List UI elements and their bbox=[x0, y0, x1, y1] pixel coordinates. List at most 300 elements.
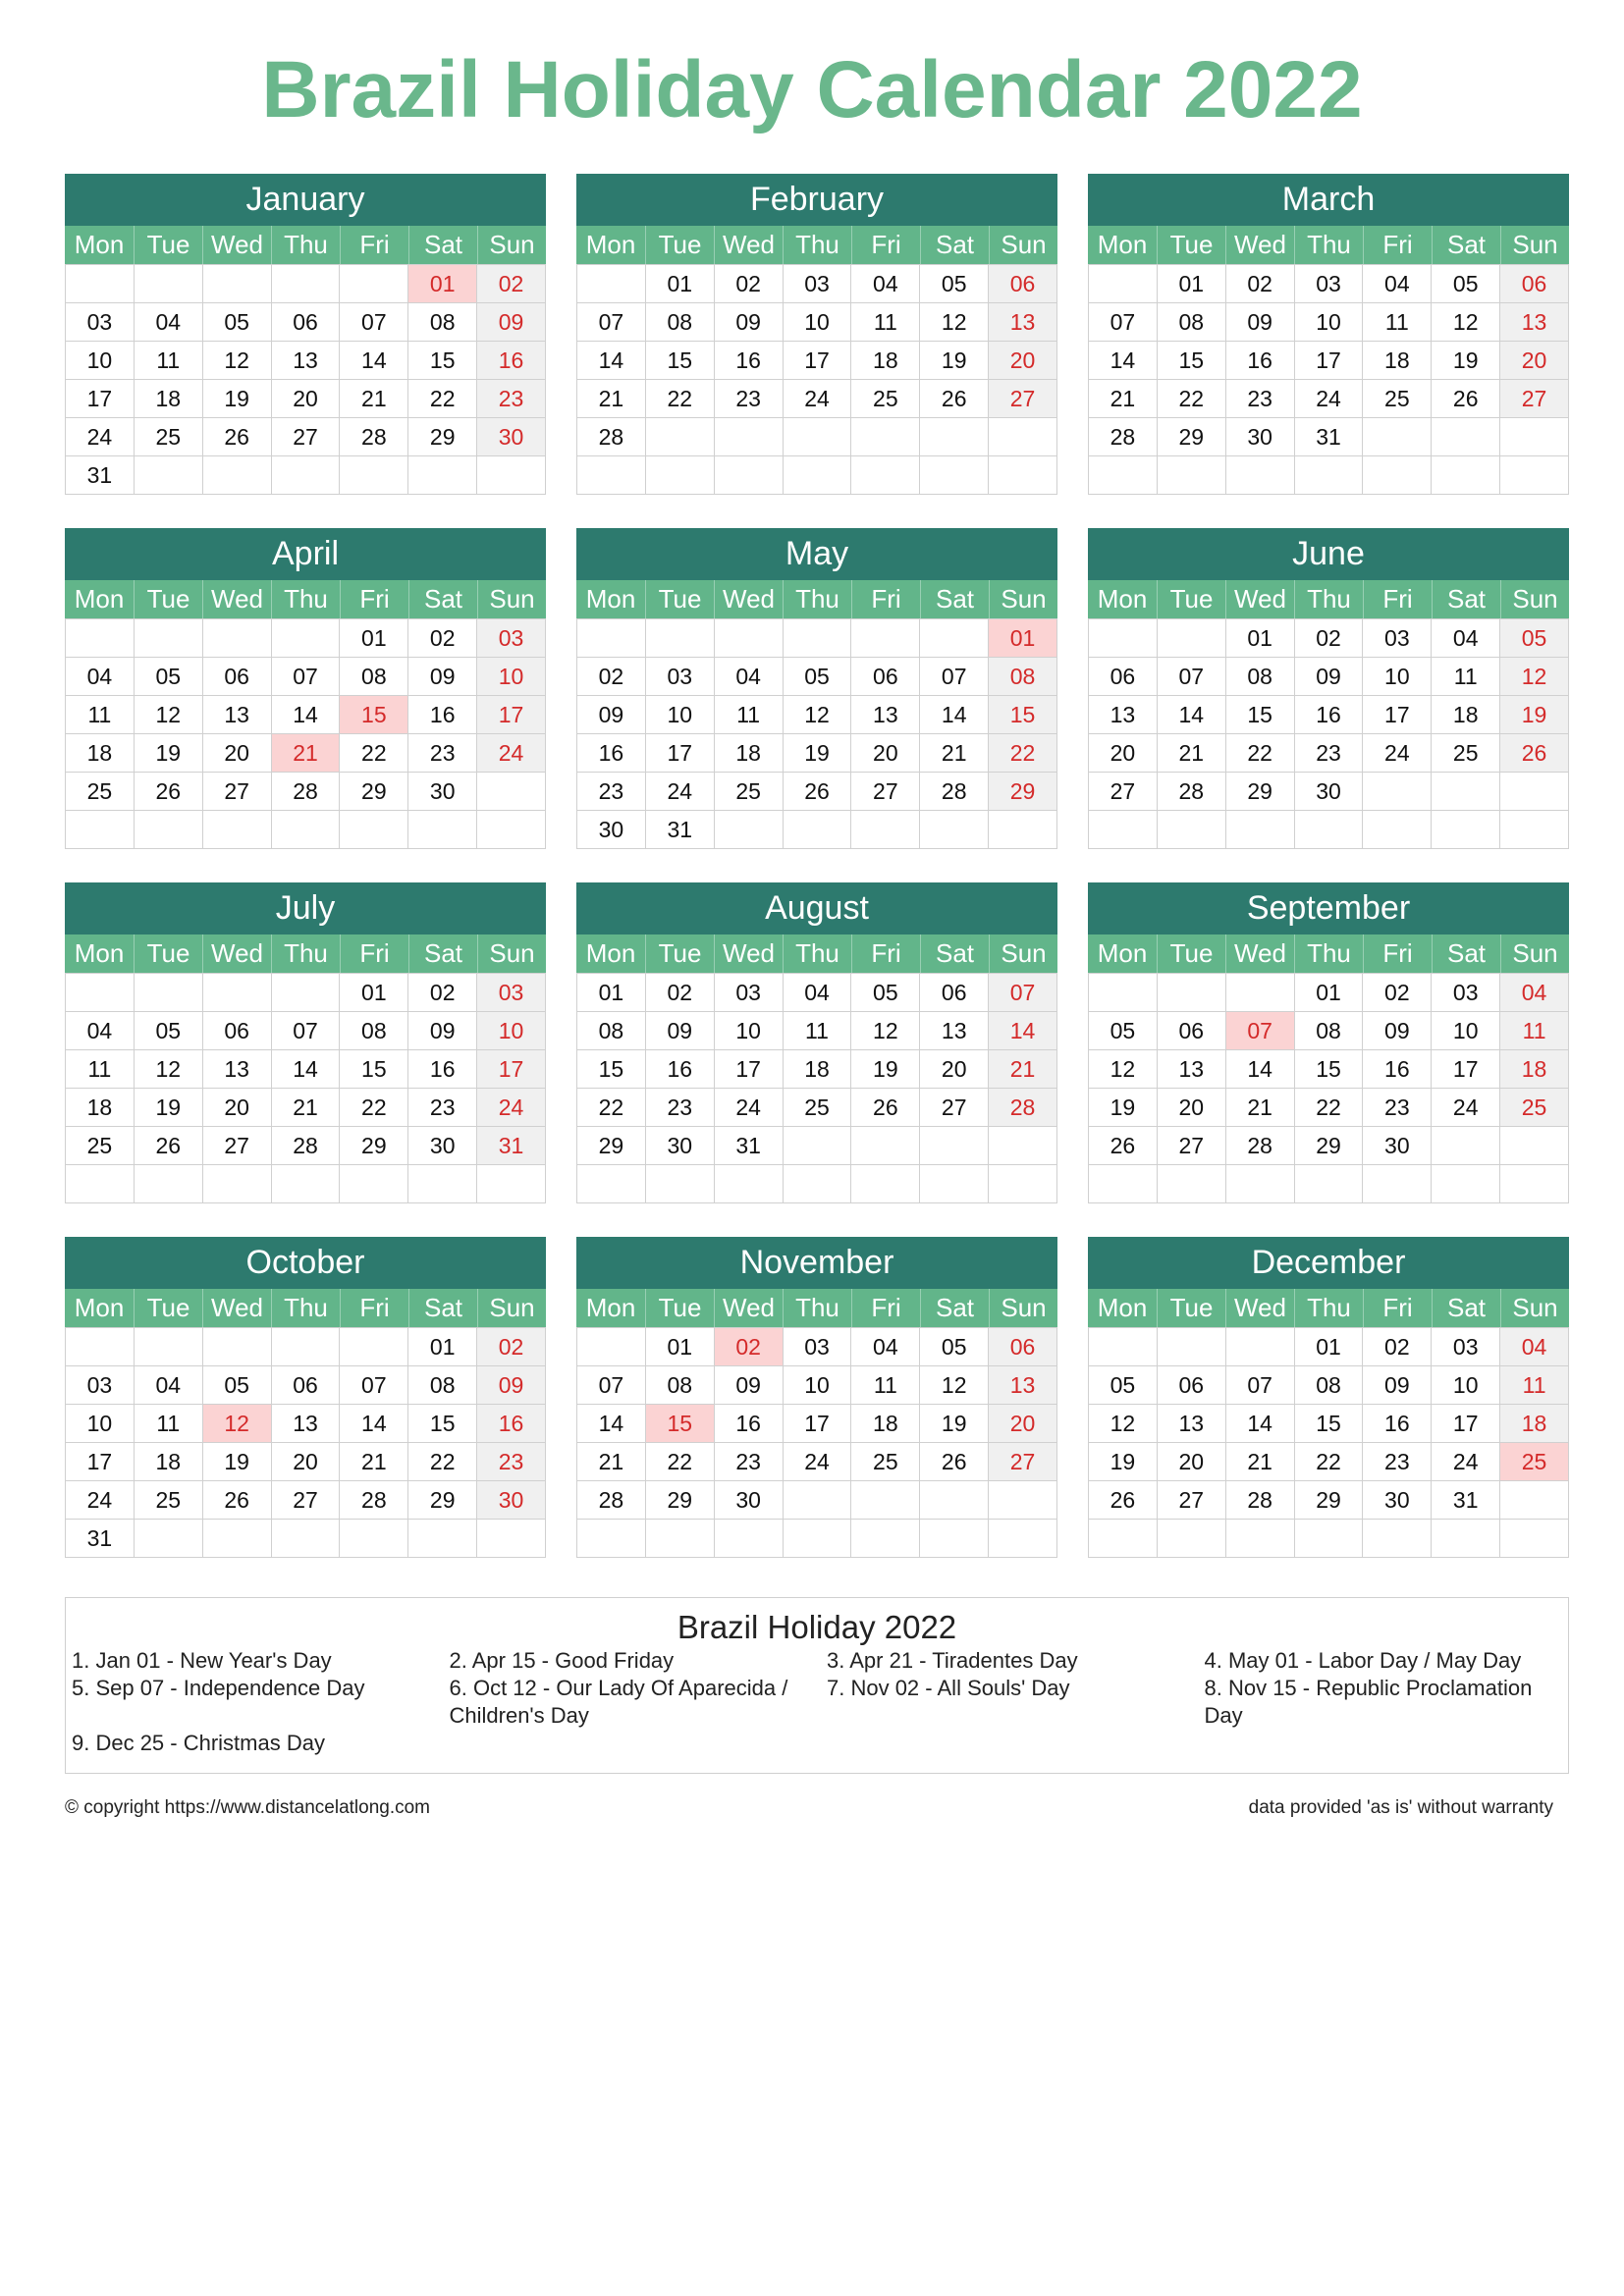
days-grid bbox=[576, 1327, 1057, 1558]
day-cell: 09 bbox=[1363, 1366, 1432, 1405]
day-cell: 05 bbox=[1089, 1012, 1158, 1050]
empty-day-cell bbox=[989, 1481, 1057, 1520]
day-cell: 20 bbox=[203, 734, 272, 773]
day-cell: 16 bbox=[577, 734, 646, 773]
holiday-list-title: Brazil Holiday 2022 bbox=[677, 1609, 957, 1645]
day-cell: 14 bbox=[340, 1405, 408, 1443]
empty-day-cell bbox=[1363, 773, 1432, 811]
day-cell: 07 bbox=[272, 658, 341, 696]
day-cell: 18 bbox=[66, 734, 135, 773]
empty-day-cell bbox=[1089, 974, 1158, 1012]
day-cell: 07 bbox=[920, 658, 989, 696]
empty-day-cell bbox=[1226, 1165, 1295, 1203]
days-grid bbox=[576, 973, 1057, 1203]
day-cell: 20 bbox=[920, 1050, 989, 1089]
weekday-label: Thu bbox=[783, 580, 851, 618]
day-cell: 17 bbox=[477, 1050, 546, 1089]
day-cell: 24 bbox=[1432, 1443, 1500, 1481]
day-cell: 08 bbox=[1295, 1366, 1364, 1405]
day-cell: 25 bbox=[135, 418, 203, 456]
day-cell: 27 bbox=[203, 773, 272, 811]
day-cell: 30 bbox=[477, 418, 546, 456]
empty-day-cell bbox=[135, 1328, 203, 1366]
day-cell: 18 bbox=[1500, 1405, 1569, 1443]
weekday-label: Fri bbox=[340, 1289, 408, 1327]
day-cell: 06 bbox=[920, 974, 989, 1012]
day-cell: 08 bbox=[1295, 1012, 1364, 1050]
day-cell: 03 bbox=[66, 1366, 135, 1405]
day-cell: 04 bbox=[1363, 265, 1432, 303]
day-cell: 08 bbox=[340, 658, 408, 696]
empty-day-cell bbox=[715, 418, 784, 456]
weekday-label: Tue bbox=[1157, 1289, 1225, 1327]
day-cell: 02 bbox=[477, 265, 546, 303]
day-cell: 13 bbox=[203, 696, 272, 734]
weekday-label: Sun bbox=[1500, 580, 1569, 618]
empty-day-cell bbox=[920, 619, 989, 658]
day-cell: 24 bbox=[784, 1443, 852, 1481]
day-cell: 21 bbox=[1089, 380, 1158, 418]
day-cell: 11 bbox=[66, 696, 135, 734]
empty-day-cell bbox=[1158, 456, 1226, 495]
day-cell: 27 bbox=[920, 1089, 989, 1127]
day-cell: 12 bbox=[1500, 658, 1569, 696]
month-title: August bbox=[576, 882, 1057, 934]
day-cell: 26 bbox=[1432, 380, 1500, 418]
empty-day-cell bbox=[920, 811, 989, 849]
day-cell: 22 bbox=[340, 734, 408, 773]
weekday-label: Thu bbox=[1294, 934, 1363, 973]
day-cell: 29 bbox=[989, 773, 1057, 811]
day-cell: 15 bbox=[646, 342, 715, 380]
day-cell: 05 bbox=[135, 658, 203, 696]
day-cell: 03 bbox=[477, 974, 546, 1012]
weekday-header-row bbox=[65, 1289, 546, 1327]
day-cell: 13 bbox=[989, 1366, 1057, 1405]
day-cell: 14 bbox=[989, 1012, 1057, 1050]
day-cell: 03 bbox=[715, 974, 784, 1012]
day-cell: 03 bbox=[1432, 1328, 1500, 1366]
day-cell: 20 bbox=[272, 1443, 341, 1481]
empty-day-cell bbox=[577, 1165, 646, 1203]
day-cell: 22 bbox=[1295, 1089, 1364, 1127]
empty-day-cell bbox=[646, 418, 715, 456]
day-cell: 17 bbox=[1295, 342, 1364, 380]
empty-day-cell bbox=[989, 1165, 1057, 1203]
empty-day-cell bbox=[66, 265, 135, 303]
month-july bbox=[65, 882, 546, 1210]
weekday-label: Sun bbox=[477, 226, 546, 264]
empty-day-cell bbox=[920, 1127, 989, 1165]
day-cell: 16 bbox=[1295, 696, 1364, 734]
holiday-day-cell: 01 bbox=[408, 265, 477, 303]
day-cell: 14 bbox=[1089, 342, 1158, 380]
day-cell: 10 bbox=[715, 1012, 784, 1050]
empty-day-cell bbox=[203, 456, 272, 495]
day-cell: 25 bbox=[715, 773, 784, 811]
days-grid bbox=[1088, 1327, 1569, 1558]
empty-day-cell bbox=[1432, 1127, 1500, 1165]
weekday-label: Tue bbox=[1157, 934, 1225, 973]
month-october bbox=[65, 1237, 546, 1565]
day-cell: 03 bbox=[1295, 265, 1364, 303]
day-cell: 19 bbox=[203, 1443, 272, 1481]
day-cell: 31 bbox=[646, 811, 715, 849]
day-cell: 18 bbox=[1432, 696, 1500, 734]
weekday-label: Wed bbox=[714, 1289, 783, 1327]
holiday-list-item: 1. Jan 01 - New Year's Day bbox=[72, 1648, 332, 1673]
day-cell: 06 bbox=[989, 265, 1057, 303]
weekday-label: Thu bbox=[783, 934, 851, 973]
day-cell: 05 bbox=[784, 658, 852, 696]
disclaimer-text: data provided 'as is' without warranty bbox=[1248, 1797, 1553, 1818]
holiday-day-cell: 25 bbox=[1500, 1443, 1569, 1481]
weekday-label: Thu bbox=[271, 1289, 340, 1327]
day-cell: 13 bbox=[272, 342, 341, 380]
day-cell: 24 bbox=[477, 734, 546, 773]
holiday-list-item: 9. Dec 25 - Christmas Day bbox=[72, 1731, 325, 1755]
empty-day-cell bbox=[477, 811, 546, 849]
month-title: October bbox=[65, 1237, 546, 1289]
empty-day-cell bbox=[715, 1165, 784, 1203]
empty-day-cell bbox=[784, 1165, 852, 1203]
day-cell: 08 bbox=[408, 1366, 477, 1405]
holiday-day-cell: 15 bbox=[646, 1405, 715, 1443]
day-cell: 17 bbox=[477, 696, 546, 734]
day-cell: 18 bbox=[784, 1050, 852, 1089]
day-cell: 23 bbox=[477, 1443, 546, 1481]
holiday-list-item: 2. Apr 15 - Good Friday bbox=[449, 1648, 675, 1673]
day-cell: 06 bbox=[851, 658, 920, 696]
day-cell: 10 bbox=[477, 658, 546, 696]
day-cell: 16 bbox=[1363, 1405, 1432, 1443]
day-cell: 20 bbox=[1500, 342, 1569, 380]
day-cell: 15 bbox=[1295, 1405, 1364, 1443]
day-cell: 10 bbox=[66, 342, 135, 380]
day-cell: 31 bbox=[477, 1127, 546, 1165]
empty-day-cell bbox=[1158, 974, 1226, 1012]
weekday-label: Sat bbox=[408, 934, 477, 973]
day-cell: 25 bbox=[66, 1127, 135, 1165]
day-cell: 26 bbox=[1089, 1481, 1158, 1520]
holiday-list-item: 5. Sep 07 - Independence Day bbox=[72, 1676, 365, 1700]
weekday-label: Fri bbox=[851, 1289, 920, 1327]
empty-day-cell bbox=[1363, 418, 1432, 456]
weekday-label: Tue bbox=[1157, 580, 1225, 618]
day-cell: 27 bbox=[851, 773, 920, 811]
weekday-label: Fri bbox=[1363, 934, 1432, 973]
day-cell: 11 bbox=[135, 342, 203, 380]
weekday-label: Thu bbox=[271, 580, 340, 618]
weekday-label: Fri bbox=[851, 226, 920, 264]
day-cell: 16 bbox=[715, 1405, 784, 1443]
day-cell: 06 bbox=[272, 303, 341, 342]
day-cell: 30 bbox=[715, 1481, 784, 1520]
day-cell: 19 bbox=[784, 734, 852, 773]
empty-day-cell bbox=[1089, 1165, 1158, 1203]
day-cell: 04 bbox=[851, 265, 920, 303]
day-cell: 28 bbox=[1226, 1127, 1295, 1165]
day-cell: 07 bbox=[989, 974, 1057, 1012]
day-cell: 04 bbox=[1500, 1328, 1569, 1366]
day-cell: 28 bbox=[1226, 1481, 1295, 1520]
weekday-label: Tue bbox=[134, 1289, 202, 1327]
day-cell: 21 bbox=[1226, 1443, 1295, 1481]
empty-day-cell bbox=[715, 1520, 784, 1558]
day-cell: 13 bbox=[1500, 303, 1569, 342]
day-cell: 10 bbox=[477, 1012, 546, 1050]
day-cell: 21 bbox=[1158, 734, 1226, 773]
day-cell: 25 bbox=[66, 773, 135, 811]
empty-day-cell bbox=[577, 619, 646, 658]
empty-day-cell bbox=[1500, 773, 1569, 811]
day-cell: 19 bbox=[1500, 696, 1569, 734]
weekday-label: Wed bbox=[202, 580, 271, 618]
empty-day-cell bbox=[272, 1328, 341, 1366]
day-cell: 23 bbox=[1363, 1443, 1432, 1481]
day-cell: 22 bbox=[646, 380, 715, 418]
months-grid bbox=[65, 174, 1570, 1565]
day-cell: 05 bbox=[920, 265, 989, 303]
day-cell: 24 bbox=[1363, 734, 1432, 773]
day-cell: 17 bbox=[784, 342, 852, 380]
weekday-label: Sat bbox=[408, 1289, 477, 1327]
day-cell: 24 bbox=[1295, 380, 1364, 418]
day-cell: 15 bbox=[989, 696, 1057, 734]
day-cell: 25 bbox=[851, 1443, 920, 1481]
day-cell: 30 bbox=[646, 1127, 715, 1165]
month-title: September bbox=[1088, 882, 1569, 934]
weekday-label: Tue bbox=[645, 1289, 714, 1327]
day-cell: 04 bbox=[1432, 619, 1500, 658]
day-cell: 24 bbox=[477, 1089, 546, 1127]
empty-day-cell bbox=[272, 619, 341, 658]
day-cell: 05 bbox=[203, 303, 272, 342]
empty-day-cell bbox=[646, 456, 715, 495]
empty-day-cell bbox=[1295, 456, 1364, 495]
weekday-label: Sat bbox=[920, 226, 989, 264]
day-cell: 05 bbox=[1432, 265, 1500, 303]
day-cell: 31 bbox=[1432, 1481, 1500, 1520]
day-cell: 02 bbox=[1363, 974, 1432, 1012]
day-cell: 10 bbox=[1432, 1012, 1500, 1050]
day-cell: 29 bbox=[408, 1481, 477, 1520]
weekday-label: Wed bbox=[714, 580, 783, 618]
day-cell: 10 bbox=[1295, 303, 1364, 342]
day-cell: 20 bbox=[1158, 1089, 1226, 1127]
day-cell: 21 bbox=[272, 1089, 341, 1127]
holiday-list-item: 8. Nov 15 - Republic Proclamation Day bbox=[1204, 1676, 1533, 1728]
day-cell: 22 bbox=[1158, 380, 1226, 418]
month-title: May bbox=[576, 528, 1057, 580]
empty-day-cell bbox=[408, 456, 477, 495]
day-cell: 28 bbox=[920, 773, 989, 811]
day-cell: 22 bbox=[646, 1443, 715, 1481]
weekday-label: Mon bbox=[1097, 1293, 1148, 1322]
empty-day-cell bbox=[1500, 1520, 1569, 1558]
day-cell: 30 bbox=[408, 1127, 477, 1165]
empty-day-cell bbox=[1432, 773, 1500, 811]
weekday-label: Mon bbox=[585, 938, 636, 968]
days-grid bbox=[1088, 618, 1569, 849]
day-cell: 12 bbox=[1432, 303, 1500, 342]
day-cell: 09 bbox=[715, 1366, 784, 1405]
empty-day-cell bbox=[1226, 1520, 1295, 1558]
day-cell: 08 bbox=[1226, 658, 1295, 696]
day-cell: 22 bbox=[408, 1443, 477, 1481]
day-cell: 06 bbox=[1158, 1012, 1226, 1050]
empty-day-cell bbox=[715, 619, 784, 658]
day-cell: 01 bbox=[1295, 974, 1364, 1012]
empty-day-cell bbox=[1226, 974, 1295, 1012]
empty-day-cell bbox=[715, 456, 784, 495]
empty-day-cell bbox=[1089, 619, 1158, 658]
empty-day-cell bbox=[203, 974, 272, 1012]
empty-day-cell bbox=[784, 619, 852, 658]
day-cell: 01 bbox=[1295, 1328, 1364, 1366]
day-cell: 29 bbox=[1295, 1481, 1364, 1520]
empty-day-cell bbox=[135, 1165, 203, 1203]
holiday-day-cell: 12 bbox=[203, 1405, 272, 1443]
day-cell: 15 bbox=[340, 1050, 408, 1089]
weekday-label: Thu bbox=[271, 934, 340, 973]
day-cell: 29 bbox=[340, 773, 408, 811]
empty-day-cell bbox=[1226, 811, 1295, 849]
day-cell: 24 bbox=[646, 773, 715, 811]
day-cell: 13 bbox=[1158, 1050, 1226, 1089]
day-cell: 04 bbox=[1500, 974, 1569, 1012]
holiday-day-cell: 15 bbox=[340, 696, 408, 734]
empty-day-cell bbox=[920, 1520, 989, 1558]
day-cell: 23 bbox=[715, 1443, 784, 1481]
month-title: April bbox=[65, 528, 546, 580]
day-cell: 31 bbox=[66, 456, 135, 495]
day-cell: 09 bbox=[1295, 658, 1364, 696]
empty-day-cell bbox=[408, 1520, 477, 1558]
weekday-label: Tue bbox=[134, 934, 202, 973]
weekday-label: Wed bbox=[714, 226, 783, 264]
day-cell: 17 bbox=[784, 1405, 852, 1443]
day-cell: 31 bbox=[1295, 418, 1364, 456]
empty-day-cell bbox=[577, 265, 646, 303]
weekday-label: Thu bbox=[1294, 1289, 1363, 1327]
day-cell: 24 bbox=[66, 1481, 135, 1520]
day-cell: 10 bbox=[784, 1366, 852, 1405]
empty-day-cell bbox=[646, 1165, 715, 1203]
days-grid bbox=[65, 1327, 546, 1558]
empty-day-cell bbox=[851, 456, 920, 495]
weekday-label: Tue bbox=[1157, 226, 1225, 264]
day-cell: 11 bbox=[1500, 1012, 1569, 1050]
day-cell: 18 bbox=[135, 380, 203, 418]
day-cell: 18 bbox=[851, 1405, 920, 1443]
day-cell: 17 bbox=[1363, 696, 1432, 734]
day-cell: 07 bbox=[1226, 1366, 1295, 1405]
empty-day-cell bbox=[851, 1165, 920, 1203]
empty-day-cell bbox=[784, 456, 852, 495]
weekday-header-row bbox=[65, 226, 546, 264]
day-cell: 03 bbox=[1363, 619, 1432, 658]
weekday-label: Sun bbox=[989, 1289, 1057, 1327]
day-cell: 11 bbox=[1500, 1366, 1569, 1405]
month-title: July bbox=[65, 882, 546, 934]
holiday-list-item: 6. Oct 12 - Our Lady Of Aparecida / Children's Day bbox=[449, 1676, 788, 1728]
day-cell: 08 bbox=[646, 1366, 715, 1405]
day-cell: 01 bbox=[577, 974, 646, 1012]
empty-day-cell bbox=[477, 1165, 546, 1203]
empty-day-cell bbox=[920, 456, 989, 495]
weekday-label: Fri bbox=[1363, 226, 1432, 264]
holiday-list-panel bbox=[65, 1597, 1569, 1774]
day-cell: 25 bbox=[1500, 1089, 1569, 1127]
empty-day-cell bbox=[272, 1520, 341, 1558]
day-cell: 04 bbox=[851, 1328, 920, 1366]
weekday-label: Wed bbox=[1225, 226, 1294, 264]
weekday-label: Sun bbox=[477, 934, 546, 973]
empty-day-cell bbox=[1500, 1481, 1569, 1520]
day-cell: 23 bbox=[1295, 734, 1364, 773]
empty-day-cell bbox=[989, 418, 1057, 456]
empty-day-cell bbox=[1295, 1520, 1364, 1558]
weekday-label: Sat bbox=[920, 934, 989, 973]
weekday-label: Sun bbox=[1500, 934, 1569, 973]
empty-day-cell bbox=[135, 974, 203, 1012]
empty-day-cell bbox=[1295, 1165, 1364, 1203]
day-cell: 08 bbox=[340, 1012, 408, 1050]
day-cell: 22 bbox=[408, 380, 477, 418]
day-cell: 11 bbox=[851, 303, 920, 342]
month-november bbox=[576, 1237, 1057, 1565]
day-cell: 19 bbox=[920, 1405, 989, 1443]
day-cell: 15 bbox=[1295, 1050, 1364, 1089]
day-cell: 24 bbox=[66, 418, 135, 456]
day-cell: 18 bbox=[851, 342, 920, 380]
month-title: January bbox=[65, 174, 546, 226]
day-cell: 27 bbox=[1158, 1481, 1226, 1520]
day-cell: 07 bbox=[577, 303, 646, 342]
days-grid bbox=[65, 264, 546, 495]
empty-day-cell bbox=[1432, 418, 1500, 456]
day-cell: 15 bbox=[408, 342, 477, 380]
day-cell: 07 bbox=[577, 1366, 646, 1405]
day-cell: 16 bbox=[1226, 342, 1295, 380]
empty-day-cell bbox=[1226, 456, 1295, 495]
weekday-label: Mon bbox=[585, 230, 636, 259]
day-cell: 27 bbox=[1158, 1127, 1226, 1165]
day-cell: 01 bbox=[646, 265, 715, 303]
day-cell: 13 bbox=[203, 1050, 272, 1089]
empty-day-cell bbox=[1295, 811, 1364, 849]
empty-day-cell bbox=[477, 1520, 546, 1558]
day-cell: 14 bbox=[577, 342, 646, 380]
empty-day-cell bbox=[989, 456, 1057, 495]
day-cell: 28 bbox=[272, 1127, 341, 1165]
day-cell: 27 bbox=[989, 1443, 1057, 1481]
weekday-label: Wed bbox=[202, 934, 271, 973]
day-cell: 09 bbox=[408, 1012, 477, 1050]
day-cell: 03 bbox=[784, 1328, 852, 1366]
day-cell: 23 bbox=[577, 773, 646, 811]
day-cell: 09 bbox=[1363, 1012, 1432, 1050]
day-cell: 08 bbox=[646, 303, 715, 342]
day-cell: 15 bbox=[1158, 342, 1226, 380]
empty-day-cell bbox=[66, 1328, 135, 1366]
day-cell: 27 bbox=[989, 380, 1057, 418]
day-cell: 12 bbox=[203, 342, 272, 380]
day-cell: 30 bbox=[408, 773, 477, 811]
day-cell: 26 bbox=[920, 1443, 989, 1481]
empty-day-cell bbox=[577, 1520, 646, 1558]
